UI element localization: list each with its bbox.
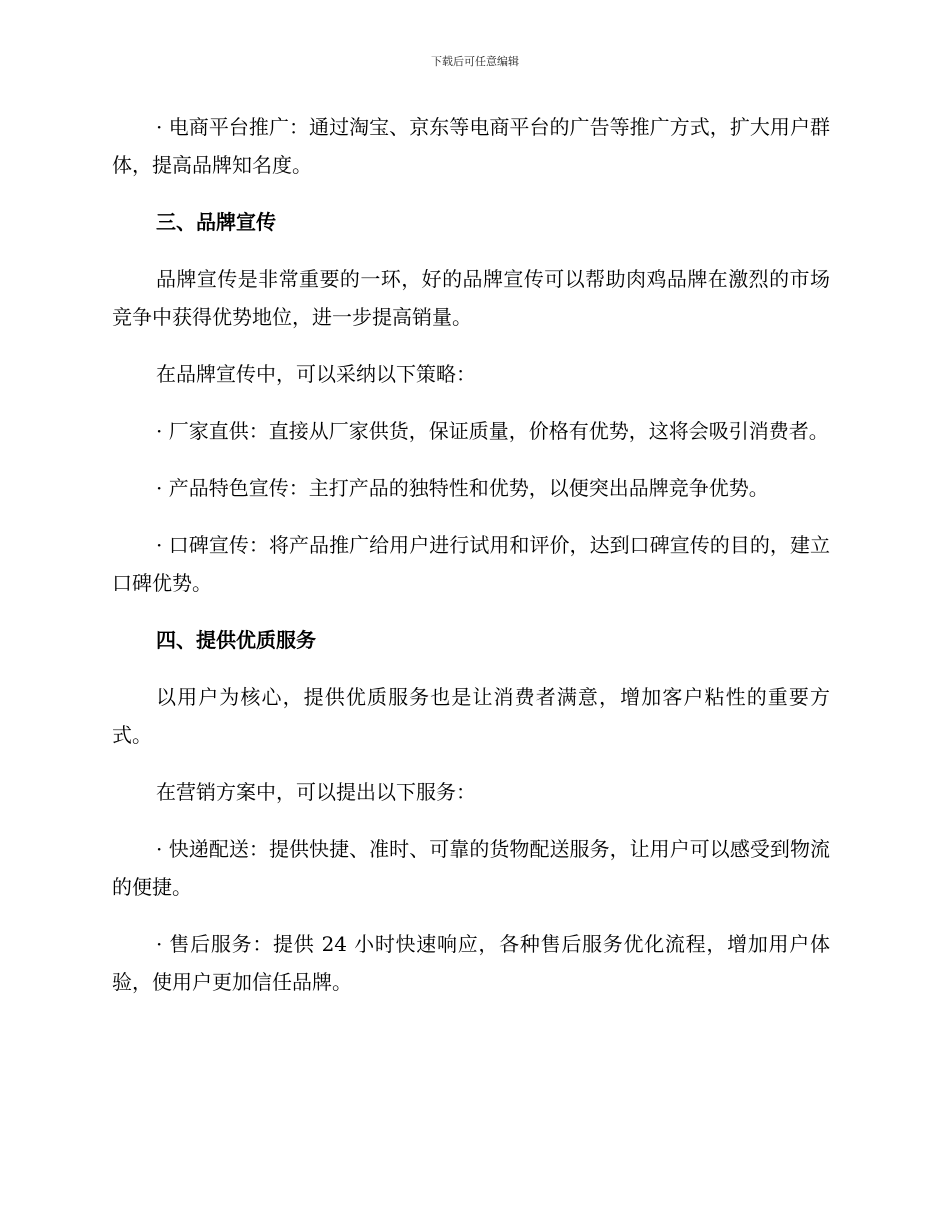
bullet-ecommerce-promotion: · 电商平台推广：通过淘宝、京东等电商平台的广告等推广方式，扩大用户群体，提高品牌知名度。 (112, 115, 830, 177)
document-body (112, 108, 830, 1020)
paragraph-brand-promotion-intro: 品牌宣传是非常重要的一环，好的品牌宣传可以帮助肉鸡品牌在激烈的市场竞争中获得优势地位，进一步提高销量。 (112, 267, 830, 329)
bullet-factory-direct: · 厂家直供：直接从厂家供货，保证质量，价格有优势，这将会吸引消费者。 (156, 419, 829, 443)
section-heading-quality-service: 四、提供优质服务 (156, 628, 316, 652)
bullet-product-feature-promotion: · 产品特色宣传：主打产品的独特性和优势，以便突出品牌竞争优势。 (156, 476, 769, 500)
paragraph-brand-strategies-lead: 在品牌宣传中，可以采纳以下策略： (156, 362, 476, 386)
paragraph-services-lead: 在营销方案中，可以提出以下服务： (156, 780, 476, 804)
page-header: 下载后可任意编辑 (431, 55, 519, 68)
bullet-after-sales-service: · 售后服务：提供 24 小时快速响应，各种售后服务优化流程，增加用户体验，使用户更加信任品牌。 (112, 932, 830, 994)
bullet-word-of-mouth: · 口碑宣传：将产品推广给用户进行试用和评价，达到口碑宣传的目的，建立口碑优势。 (112, 533, 830, 595)
bullet-express-delivery: · 快递配送：提供快捷、准时、可靠的货物配送服务，让用户可以感受到物流的便捷。 (112, 837, 830, 899)
section-heading-brand-promotion: 三、品牌宣传 (156, 210, 276, 234)
paragraph-quality-service-intro: 以用户为核心，提供优质服务也是让消费者满意，增加客户粘性的重要方式。 (112, 685, 830, 747)
